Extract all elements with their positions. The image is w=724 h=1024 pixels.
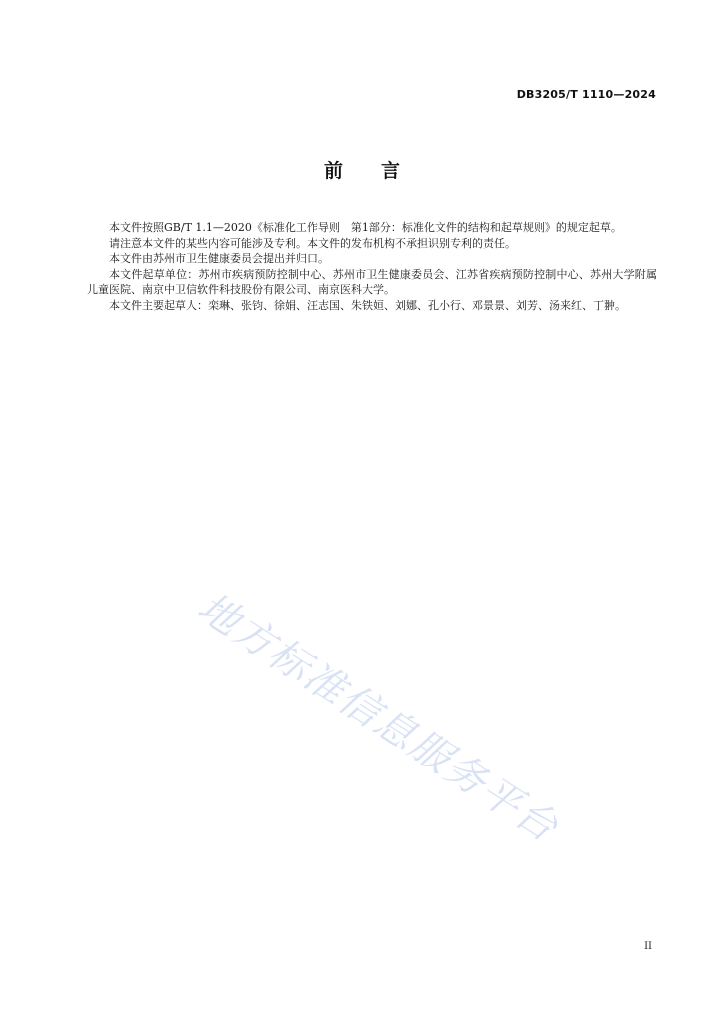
foreword-body xyxy=(87,220,657,313)
watermark: 地方标准信息服务平台 xyxy=(189,584,567,852)
page-number: II xyxy=(644,941,652,952)
section-title-part2: 言 xyxy=(381,160,401,182)
paragraph-drafting-units: 本文件起草单位：苏州市疾病预防控制中心、苏州市卫生健康委员会、江苏省疾病预防控制中心、苏州大学附属儿童医院、南京中卫信软件科技股份有限公司、南京医科大学。 xyxy=(87,267,657,296)
section-title xyxy=(0,156,724,183)
paragraph-drafters: 本文件主要起草人：栾琳、张钧、徐娟、汪志国、朱铁姮、刘娜、孔小行、邓景景、刘芳、汤来红、丁翀。 xyxy=(109,298,626,312)
paragraph-proposer: 本文件由苏州市卫生健康委员会提出并归口。 xyxy=(109,252,329,265)
section-title-part1: 前 xyxy=(323,160,343,182)
paragraph-drafting-rules: 本文件按照GB/T 1.1—2020《标准化工作导则 第1部分：标准化文件的结构和起草规则》的规定起草。 xyxy=(109,221,622,234)
document-code: DB3205/T 1110—2024 xyxy=(516,88,656,101)
paragraph-patent-notice: 请注意本文件的某些内容可能涉及专利。本文件的发布机构不承担识别专利的责任。 xyxy=(109,236,516,250)
